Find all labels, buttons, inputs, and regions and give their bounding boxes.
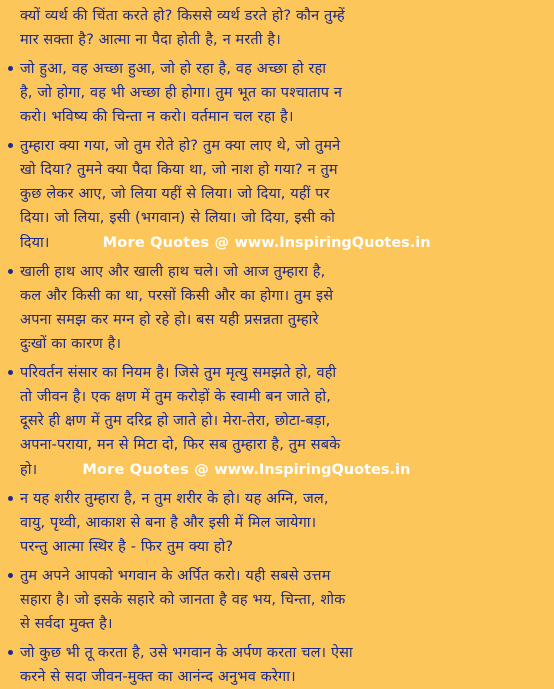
paragraph-1: [6, 4, 548, 52]
watermark-site: www.InspiringQuotes.in: [214, 462, 411, 478]
text-line: दिया। जो लिया, इसी (भगवान) से लिया। जो दिया, इसी को: [20, 210, 336, 226]
text-line: करने से सदा जीवन-मुक्त का आनंन्द अनुभव करेगा।: [20, 669, 296, 685]
watermark-prefix: More Quotes @: [102, 235, 235, 251]
paragraph-5: [6, 361, 548, 482]
watermark-line: [20, 457, 548, 482]
text-line: कुछ लेकर आए, जो लिया यहीं से लिया। जो दिया, यहीं पर: [20, 186, 330, 202]
text-line: करो। भविष्य की चिन्ता न करो। वर्तमान चल रहा है।: [20, 109, 294, 125]
paragraph-2: [6, 57, 548, 129]
paragraph-6: [6, 487, 548, 559]
text-line: मार सक्ता है? आत्मा ना पैदा होती है, न मरती है।: [20, 32, 281, 48]
text-line: अपना समझ कर मग्न हो रहे हो। बस यही प्रसन्नता तुम्हारे: [20, 312, 319, 328]
text-line: हो।: [20, 462, 38, 478]
text-line: दुःखों का कारण है।: [20, 336, 122, 352]
paragraph-4: [6, 260, 548, 356]
watermark-line: [20, 230, 548, 255]
text-line: तो जीवन है। एक क्षण में तुम करोड़ों के स्वामी बन जाते हो,: [20, 389, 332, 405]
text-line: वायु, पृथ्वी, आकाश से बना है और इसी में मिल जायेगा।: [20, 515, 317, 531]
text-line: तुम अपने आपको भगवान के अर्पित करो। यही सबसे उत्तम: [20, 568, 331, 584]
paragraph-3: [6, 134, 548, 255]
bullet-icon: [8, 269, 13, 274]
text-line: जो हुआ, वह अच्छा हुआ, जो हो रहा है, वह अच्छा हो रहा: [20, 61, 327, 77]
text-line: दूसरे ही क्षण में तुम दरिद्र हो जाते हो। मेरा-तेरा, छोटा-बड़ा,: [20, 413, 331, 429]
bullet-icon: [8, 370, 13, 375]
paragraph-8: [6, 641, 548, 689]
bullet-icon: [8, 66, 13, 71]
bullet-icon: [8, 143, 13, 148]
text-line: कल और किसी का था, परसों किसी और का होगा। तुम इसे: [20, 288, 334, 304]
text-line: खो दिया? तुमने क्या पैदा किया था, जो नाश हो गया? न तुम: [20, 162, 338, 178]
text-line: न यह शरीर तुम्हारा है, न तुम शरीर के हो। यह अग्नि, जल,: [20, 491, 329, 507]
text-line: परिवर्तन संसार का नियम है। जिसे तुम मृत्यु समझते हो, वही: [20, 365, 337, 381]
text-line: दिया।: [20, 235, 50, 251]
text-line: अपना-पराया, मन से मिटा दो, फिर सब तुम्हारा है, तुम सबके: [20, 437, 341, 453]
text-line: खाली हाथ आए और खाली हाथ चले। जो आज तुम्हारा है,: [20, 264, 326, 280]
bullet-icon: [8, 573, 13, 578]
watermark: [103, 235, 431, 251]
bullet-icon: [8, 650, 13, 655]
text-line: से सर्वदा मुक्त है।: [20, 616, 113, 632]
paragraph-7: [6, 564, 548, 636]
text-line: क्यों व्यर्थ की चिंता करते हो? किससे व्यर्थ डरते हो? कौन तुम्हें: [20, 8, 345, 24]
text-line: जो कुछ भी तू करता है, उसे भगवान के अर्पण करता चल। ऐसा: [20, 645, 353, 661]
text-line: परन्तु आत्मा स्थिर है - फिर तुम क्या हो?: [20, 539, 234, 555]
watermark-site: www.InspiringQuotes.in: [234, 235, 431, 251]
watermark-prefix: More Quotes @: [82, 462, 215, 478]
text-line: है, जो होगा, वह भी अच्छा ही होगा। तुम भूत का पश्चाताप न: [20, 85, 343, 101]
text-line: तुम्हारा क्या गया, जो तुम रोते हो? तुम क्या लाए थे, जो तुमने: [20, 138, 341, 154]
text-line: सहारा है। जो इसके सहारे को जानता है वह भय, चिन्ता, शोक: [20, 592, 346, 608]
bullet-icon: [8, 496, 13, 501]
watermark: [82, 462, 410, 478]
